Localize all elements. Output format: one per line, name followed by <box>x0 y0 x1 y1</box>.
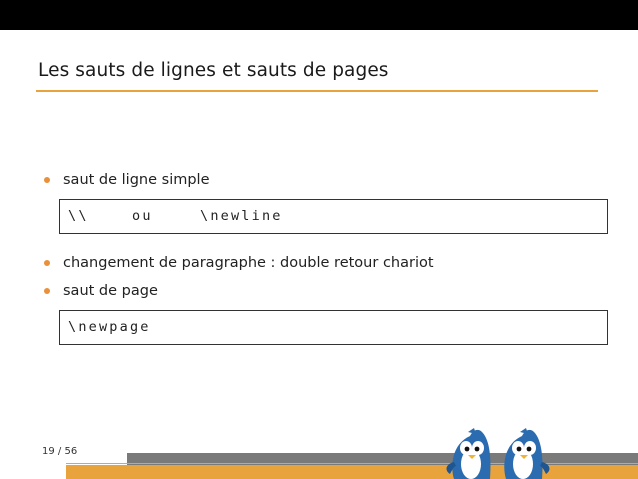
penguin-mascot-icon <box>440 426 560 479</box>
code-text: \newpage <box>68 319 151 335</box>
bullet-icon <box>44 260 50 266</box>
top-bar <box>0 0 638 30</box>
bullet-text: saut de ligne simple <box>63 172 210 188</box>
penguin-icon <box>504 428 549 479</box>
code-box-page-break <box>59 310 608 345</box>
code-box-line-break <box>59 199 608 234</box>
slide-title: Les sauts de lignes et sauts de pages <box>38 60 389 81</box>
bullet-item-line-break <box>44 172 210 188</box>
code-text: \\ <box>68 208 89 224</box>
code-text: \newline <box>200 208 283 224</box>
bullet-text: saut de page <box>63 283 158 299</box>
title-underline <box>36 90 598 92</box>
penguin-icon <box>447 428 491 479</box>
bullet-icon <box>44 177 50 183</box>
bullet-item-paragraph <box>44 255 434 271</box>
code-text: ou <box>132 208 153 224</box>
bullet-text: changement de paragraphe : double retour chariot <box>63 255 434 271</box>
bullet-item-page-break <box>44 283 158 299</box>
page-number: 19 / 56 <box>42 446 78 457</box>
bullet-icon <box>44 288 50 294</box>
